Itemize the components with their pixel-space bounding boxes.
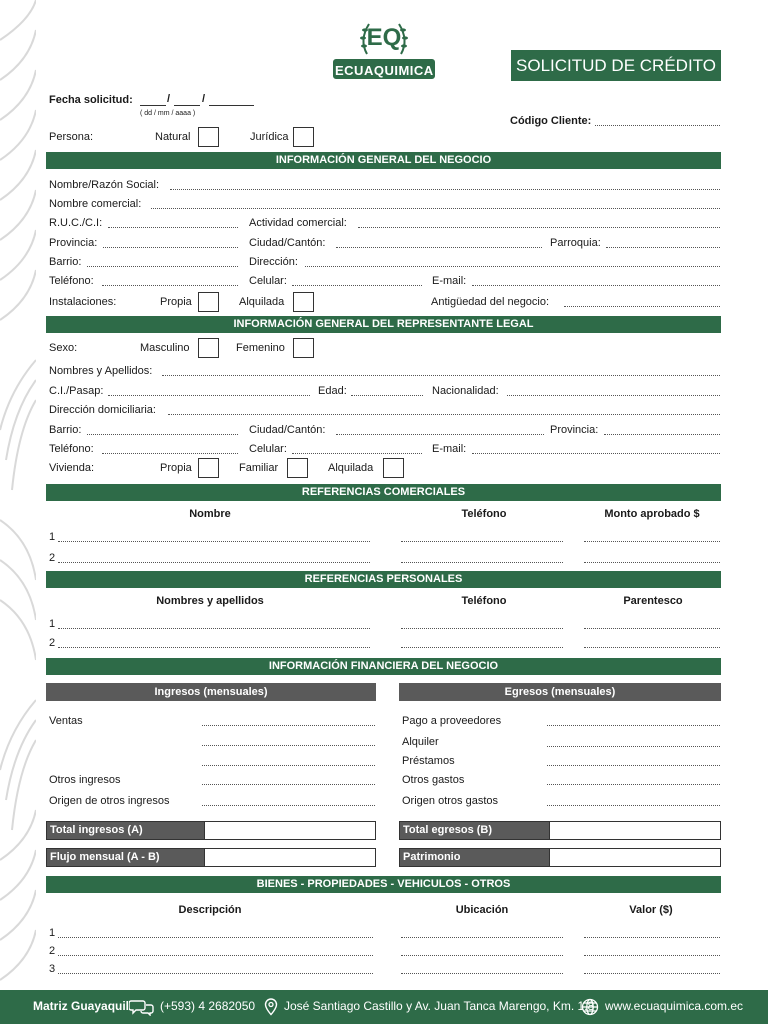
total-egresos-label: Total egresos (B) (400, 822, 549, 839)
codigo-cliente-field[interactable] (595, 125, 720, 126)
ref-com-row-number: 2 (49, 552, 56, 564)
rep-barrio-field[interactable] (87, 434, 238, 435)
femenino-label: Femenino (236, 342, 285, 354)
nombre-razon-label: Nombre/Razón Social: (49, 179, 160, 191)
celular-label: Celular: (249, 275, 287, 287)
masculino-label: Masculino (140, 342, 190, 354)
bienes-1-descripcion-field[interactable] (58, 937, 373, 938)
nombre-razon-field[interactable] (170, 189, 720, 190)
femenino-checkbox[interactable] (293, 338, 314, 358)
flujo-field[interactable] (204, 849, 375, 866)
flujo-label: Flujo mensual (A - B) (47, 849, 204, 866)
patrimonio-field[interactable] (549, 849, 720, 866)
ciudad-field[interactable] (336, 247, 542, 248)
edad-field[interactable] (351, 395, 423, 396)
barrio-label: Barrio: (49, 256, 82, 268)
direccion-domiciliaria-field[interactable] (168, 414, 720, 415)
side-decoration (0, 0, 36, 990)
nacionalidad-label: Nacionalidad: (432, 385, 499, 397)
section-ref-comerciales-header: REFERENCIAS COMERCIALES (46, 484, 721, 501)
fecha-month-field[interactable] (174, 105, 200, 106)
celular-field[interactable] (292, 285, 422, 286)
bienes-2-valor-field[interactable] (584, 955, 720, 956)
prestamos-label: Préstamos (402, 755, 455, 767)
rep-provincia-field[interactable] (604, 434, 720, 435)
vivienda-alquilada-label: Alquilada (328, 462, 374, 474)
nombres-apellidos-field[interactable] (162, 375, 720, 376)
ruc-field[interactable] (108, 227, 238, 228)
fecha-year-field[interactable] (209, 105, 254, 106)
bienes-1-valor-field[interactable] (584, 937, 720, 938)
instalaciones-label: Instalaciones: (49, 296, 117, 308)
total-egresos-row (399, 821, 721, 840)
vivienda-familiar-checkbox[interactable] (287, 458, 308, 478)
sexo-label: Sexo: (49, 342, 78, 354)
origen-otros-ingresos-label: Origen de otros ingresos (49, 795, 170, 807)
otros-gastos-field[interactable] (547, 784, 720, 785)
location-pin-icon (264, 998, 278, 1016)
natural-checkbox[interactable] (198, 127, 219, 147)
ref-com-col-telefono: Teléfono (461, 508, 507, 520)
barrio-field[interactable] (87, 266, 238, 267)
pago-proveedores-label: Pago a proveedores (402, 715, 502, 727)
vivienda-alquilada-checkbox[interactable] (383, 458, 404, 478)
ref-per-2-parentesco-field[interactable] (584, 647, 720, 648)
chat-bubbles-icon (129, 998, 155, 1016)
alquiler-field[interactable] (547, 746, 720, 747)
bienes-col-ubicacion: Ubicación (455, 904, 509, 916)
footer-matriz: Matriz Guayaquil (33, 999, 130, 1013)
bienes-row-number: 2 (49, 945, 56, 957)
bienes-1-ubicacion-field[interactable] (401, 937, 563, 938)
ventas-label: Ventas (49, 715, 83, 727)
bienes-col-valor: Valor ($) (629, 904, 673, 916)
vivienda-propia-label: Propia (160, 462, 192, 474)
parroquia-field[interactable] (606, 247, 720, 248)
bienes-row-number: 1 (49, 927, 56, 939)
actividad-label: Actividad comercial: (249, 217, 347, 229)
ingresos-header: Ingresos (mensuales) (46, 683, 376, 701)
telefono-field[interactable] (102, 285, 238, 286)
pago-proveedores-field[interactable] (547, 725, 720, 726)
juridica-checkbox[interactable] (293, 127, 314, 147)
telefono-label: Teléfono: (49, 275, 94, 287)
bienes-3-valor-field[interactable] (584, 973, 720, 974)
fecha-hint: ( dd / mm / aaaa ) (140, 110, 196, 117)
ref-per-1-nombres-field[interactable] (58, 628, 370, 629)
ref-per-row-number: 2 (49, 637, 56, 649)
total-ingresos-label: Total ingresos (A) (47, 822, 204, 839)
otros-gastos-label: Otros gastos (402, 774, 465, 786)
bienes-3-descripcion-field[interactable] (58, 973, 373, 974)
ref-per-1-parentesco-field[interactable] (584, 628, 720, 629)
antiguedad-field[interactable] (564, 306, 720, 307)
propia-label: Propia (160, 296, 192, 308)
rep-celular-label: Celular: (249, 443, 287, 455)
rep-email-label: E-mail: (432, 443, 467, 455)
otros-ingresos-label: Otros ingresos (49, 774, 121, 786)
natural-label: Natural (155, 131, 191, 143)
ref-per-col-nombres: Nombres y apellidos (156, 595, 264, 607)
instalaciones-alquilada-checkbox[interactable] (293, 292, 314, 312)
nombres-apellidos-label: Nombres y Apellidos: (49, 365, 153, 377)
direccion-label: Dirección: (249, 256, 298, 268)
origen-otros-ingresos-field[interactable] (202, 805, 375, 806)
bienes-3-ubicacion-field[interactable] (401, 973, 563, 974)
ciudad-label: Ciudad/Cantón: (249, 237, 326, 249)
fecha-label: Fecha solicitud: (49, 94, 133, 106)
prestamos-field[interactable] (547, 765, 720, 766)
fecha-slash: / (202, 93, 206, 105)
alquiler-label: Alquiler (402, 736, 439, 748)
persona-label: Persona: (49, 131, 94, 143)
ci-pasap-label: C.I./Pasap: (49, 385, 104, 397)
nombre-comercial-label: Nombre comercial: (49, 198, 142, 210)
section-representante-header: INFORMACIÓN GENERAL DEL REPRESENTANTE LEGAL (46, 316, 721, 333)
ref-per-1-telefono-field[interactable] (401, 628, 563, 629)
total-ingresos-row (46, 821, 376, 840)
rep-provincia-label: Provincia: (550, 424, 599, 436)
masculino-checkbox[interactable] (198, 338, 219, 358)
footer-website[interactable]: www.ecuaquimica.com.ec (605, 999, 744, 1013)
antiguedad-label: Antigüedad del negocio: (431, 296, 550, 308)
ref-com-1-nombre-field[interactable] (58, 541, 370, 542)
ref-per-col-parentesco: Parentesco (623, 595, 683, 607)
ruc-label: R.U.C./C.I: (49, 217, 103, 229)
email-label: E-mail: (432, 275, 467, 287)
juridica-label: Jurídica (250, 131, 289, 143)
footer-phone[interactable]: (+593) 4 2682050 (160, 999, 256, 1013)
logo-wordmark: ECUAQUIMICA (333, 59, 435, 79)
nombre-comercial-field[interactable] (151, 208, 720, 209)
rep-ciudad-field[interactable] (336, 434, 544, 435)
ref-com-1-monto-field[interactable] (584, 541, 720, 542)
ecuaquimica-logo (333, 18, 435, 82)
patrimonio-label: Patrimonio (400, 849, 549, 866)
globe-icon (581, 998, 599, 1016)
total-egresos-field[interactable] (549, 822, 720, 839)
section-financiera-header: INFORMACIÓN FINANCIERA DEL NEGOCIO (46, 658, 721, 675)
rep-celular-field[interactable] (292, 453, 422, 454)
ref-com-col-nombre: Nombre (189, 508, 231, 520)
direccion-field[interactable] (305, 266, 720, 267)
direccion-domiciliaria-label: Dirección domiciliaria: (49, 404, 156, 416)
ref-per-2-nombres-field[interactable] (58, 647, 370, 648)
ref-per-col-telefono: Teléfono (461, 595, 507, 607)
bienes-col-descripcion: Descripción (178, 904, 242, 916)
bienes-2-descripcion-field[interactable] (58, 955, 373, 956)
vivienda-propia-checkbox[interactable] (198, 458, 219, 478)
bienes-row-number: 3 (49, 963, 56, 975)
rep-ciudad-label: Ciudad/Cantón: (249, 424, 326, 436)
rep-telefono-label: Teléfono: (49, 443, 94, 455)
ref-com-2-nombre-field[interactable] (58, 562, 370, 563)
footer-address: José Santiago Castillo y Av. Juan Tanca Marengo, Km. 1.8 (284, 999, 595, 1013)
ref-com-col-monto: Monto aprobado $ (604, 508, 700, 520)
otros-ingresos-field[interactable] (202, 784, 375, 785)
footer (0, 990, 768, 1024)
fecha-slash: / (167, 93, 171, 105)
rep-telefono-field[interactable] (102, 453, 238, 454)
ci-pasap-field[interactable] (108, 395, 310, 396)
provincia-field[interactable] (103, 247, 238, 248)
ref-com-2-telefono-field[interactable] (401, 562, 563, 563)
provincia-label: Provincia: (49, 237, 98, 249)
edad-label: Edad: (318, 385, 347, 397)
codigo-cliente-label: Código Cliente: (510, 115, 592, 127)
parroquia-label: Parroquia: (550, 237, 601, 249)
alquilada-label: Alquilada (239, 296, 285, 308)
vivienda-label: Vivienda: (49, 462, 95, 474)
email-field[interactable] (472, 285, 720, 286)
section-ref-personales-header: REFERENCIAS PERSONALES (46, 571, 721, 588)
ref-com-1-telefono-field[interactable] (401, 541, 563, 542)
section-negocio-header: INFORMACIÓN GENERAL DEL NEGOCIO (46, 152, 721, 169)
rep-email-field[interactable] (472, 453, 720, 454)
flujo-row (46, 848, 376, 867)
form-title: SOLICITUD DE CRÉDITO (511, 50, 721, 81)
bienes-2-ubicacion-field[interactable] (401, 955, 563, 956)
total-ingresos-field[interactable] (204, 822, 375, 839)
ref-com-2-monto-field[interactable] (584, 562, 720, 563)
origen-otros-gastos-field[interactable] (547, 805, 720, 806)
logo-mark: EQ (366, 24, 402, 51)
ingresos-extra-field[interactable] (202, 765, 375, 766)
origen-otros-gastos-label: Origen otros gastos (402, 795, 498, 807)
fecha-day-field[interactable] (140, 105, 166, 106)
ref-per-2-telefono-field[interactable] (401, 647, 563, 648)
ingresos-extra-field[interactable] (202, 745, 375, 746)
egresos-header: Egresos (mensuales) (399, 683, 721, 701)
rep-barrio-label: Barrio: (49, 424, 82, 436)
ventas-field[interactable] (202, 725, 375, 726)
actividad-field[interactable] (358, 227, 720, 228)
ref-per-row-number: 1 (49, 618, 56, 630)
section-bienes-header: BIENES - PROPIEDADES - VEHICULOS - OTROS (46, 876, 721, 893)
nacionalidad-field[interactable] (507, 395, 720, 396)
ref-com-row-number: 1 (49, 531, 56, 543)
patrimonio-row (399, 848, 721, 867)
vivienda-familiar-label: Familiar (239, 462, 279, 474)
instalaciones-propia-checkbox[interactable] (198, 292, 219, 312)
